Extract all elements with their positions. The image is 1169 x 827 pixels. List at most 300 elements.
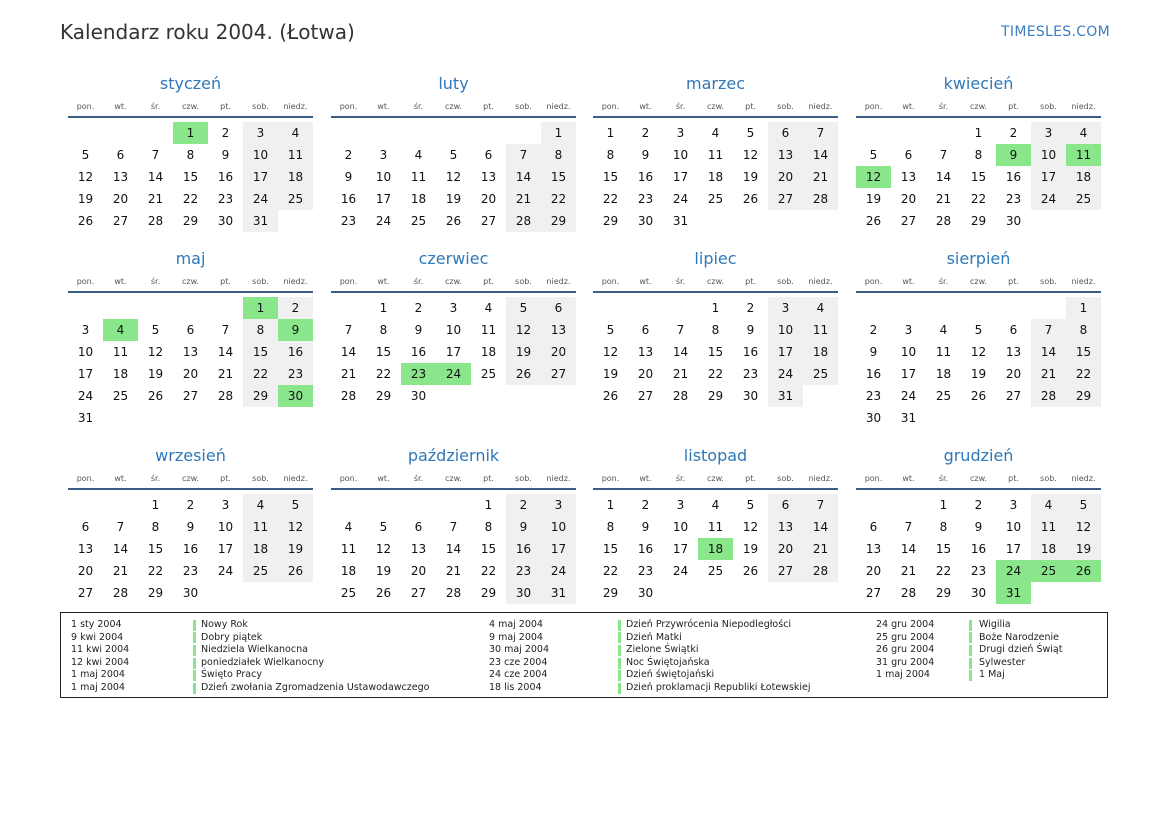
day-cell: 23 [506, 560, 541, 582]
weekday-label: czw. [707, 277, 724, 286]
day-cell: 13 [410, 542, 427, 556]
weekday-header [68, 99, 313, 115]
month-divider [68, 291, 313, 293]
day-grid [331, 494, 576, 604]
day-cell: 27 [865, 586, 882, 600]
day-cell: 27 [112, 214, 129, 228]
day-cell: 6 [1009, 323, 1018, 337]
day-cell: 22 [970, 192, 987, 206]
weekday-label: czw. [182, 102, 199, 111]
day-cell: 2 [221, 126, 230, 140]
weekday-label: wt. [639, 474, 652, 483]
day-cell: 17 [1005, 542, 1022, 556]
day-cell: 20 [900, 192, 917, 206]
holiday-marker [969, 658, 972, 669]
day-cell: 13 [1005, 345, 1022, 359]
holiday-date: 24 gru 2004 [876, 619, 935, 630]
month-name: wrzesień [155, 446, 226, 465]
day-cell: 8 [1066, 319, 1101, 341]
day-cell: 11 [278, 144, 313, 166]
day-cell: 6 [484, 148, 493, 162]
empty-day-cell [331, 494, 366, 516]
day-cell: 24 [77, 389, 94, 403]
month-divider [856, 488, 1101, 490]
holiday-day-cell: 9 [278, 319, 313, 341]
weekday-header [856, 274, 1101, 290]
weekday-label: pon. [864, 277, 883, 286]
weekday-header [593, 99, 838, 115]
weekday-label: czw. [707, 102, 724, 111]
day-cell: 22 [147, 564, 164, 578]
day-cell: 18 [480, 345, 497, 359]
day-cell: 17 [541, 538, 576, 560]
day-cell: 31 [541, 582, 576, 604]
day-grid [331, 297, 576, 407]
day-cell: 19 [445, 192, 462, 206]
day-cell: 23 [742, 367, 759, 381]
month-block [856, 74, 1101, 232]
day-cell: 27 [541, 363, 576, 385]
weekday-label: śr. [150, 102, 161, 111]
day-cell: 2 [1009, 126, 1018, 140]
weekday-label: sob. [515, 102, 532, 111]
weekday-label: wt. [902, 102, 915, 111]
weekday-label: pon. [339, 102, 358, 111]
day-cell: 2 [641, 126, 650, 140]
day-cell: 22 [1066, 363, 1101, 385]
day-cell: 28 [340, 389, 357, 403]
day-cell: 13 [768, 516, 803, 538]
day-cell: 11 [935, 345, 952, 359]
day-cell: 29 [541, 210, 576, 232]
day-cell: 18 [803, 341, 838, 363]
day-cell: 20 [637, 367, 654, 381]
month-divider [68, 488, 313, 490]
holiday-marker [969, 645, 972, 656]
day-cell: 12 [970, 345, 987, 359]
day-cell: 19 [147, 367, 164, 381]
holiday-name: Noc Świętojańska [626, 656, 710, 668]
day-cell: 8 [606, 148, 615, 162]
day-cell: 25 [1066, 188, 1101, 210]
weekday-label: pt. [220, 102, 231, 111]
day-cell: 13 [900, 170, 917, 184]
day-cell: 7 [221, 323, 230, 337]
day-cell: 17 [768, 341, 803, 363]
month-name: czerwiec [418, 249, 489, 268]
empty-day-cell [436, 494, 471, 516]
day-cell: 15 [243, 341, 278, 363]
brand-link[interactable]: TIMESLES.COM [1001, 24, 1110, 40]
weekday-label: sob. [252, 102, 269, 111]
month-name: kwiecień [943, 74, 1014, 93]
holiday-day-cell: 30 [278, 385, 313, 407]
day-cell: 20 [865, 564, 882, 578]
day-cell: 27 [182, 389, 199, 403]
holiday-date: 31 gru 2004 [876, 656, 935, 668]
day-cell: 19 [375, 564, 392, 578]
day-cell: 29 [480, 586, 497, 600]
holiday-name: Dobry piątek [201, 631, 263, 643]
day-cell: 15 [602, 170, 619, 184]
day-cell: 11 [707, 520, 724, 534]
day-cell: 2 [506, 494, 541, 516]
day-cell: 25 [480, 367, 497, 381]
day-cell: 21 [340, 367, 357, 381]
weekday-label: pt. [220, 277, 231, 286]
day-cell: 6 [904, 148, 913, 162]
day-cell: 8 [151, 520, 160, 534]
day-cell: 21 [1031, 363, 1066, 385]
day-cell: 25 [707, 192, 724, 206]
day-cell: 14 [147, 170, 164, 184]
day-cell: 7 [939, 148, 948, 162]
day-cell: 13 [865, 542, 882, 556]
weekday-header [68, 274, 313, 290]
weekday-label: pon. [76, 102, 95, 111]
day-cell: 30 [410, 389, 427, 403]
month-block [856, 249, 1101, 429]
day-cell: 14 [506, 166, 541, 188]
empty-day-cell [891, 122, 926, 144]
holiday-marker [618, 670, 621, 681]
day-cell: 7 [904, 520, 913, 534]
weekday-label: pon. [76, 277, 95, 286]
weekday-label: sob. [777, 277, 794, 286]
day-cell: 9 [506, 516, 541, 538]
day-cell: 30 [217, 214, 234, 228]
day-cell: 12 [445, 170, 462, 184]
empty-day-cell [506, 122, 541, 144]
day-cell: 8 [974, 148, 983, 162]
day-cell: 13 [637, 345, 654, 359]
holiday-day-cell: 26 [1066, 560, 1101, 582]
day-cell: 4 [243, 494, 278, 516]
holiday-legend [60, 612, 1108, 698]
day-cell: 14 [803, 144, 838, 166]
weekday-header [331, 274, 576, 290]
weekday-label: pt. [745, 474, 756, 483]
day-cell: 23 [217, 192, 234, 206]
day-cell: 23 [865, 389, 882, 403]
empty-day-cell [103, 494, 138, 516]
day-cell: 3 [768, 297, 803, 319]
day-cell: 27 [768, 188, 803, 210]
day-cell: 4 [803, 297, 838, 319]
month-name: styczeń [159, 74, 222, 93]
day-cell: 6 [414, 520, 423, 534]
month-block [856, 446, 1101, 604]
day-cell: 6 [768, 494, 803, 516]
day-cell: 28 [900, 586, 917, 600]
day-cell: 26 [742, 192, 759, 206]
holiday-name: Nowy Rok [201, 619, 248, 630]
day-cell: 30 [742, 389, 759, 403]
weekday-label: sob. [1040, 102, 1057, 111]
day-cell: 8 [243, 319, 278, 341]
weekday-label: śr. [413, 102, 424, 111]
holiday-marker [618, 645, 621, 656]
day-cell: 2 [974, 498, 983, 512]
weekday-label: pt. [483, 102, 494, 111]
day-cell: 4 [484, 301, 493, 315]
day-cell: 10 [672, 148, 689, 162]
day-cell: 10 [672, 520, 689, 534]
weekday-label: śr. [938, 102, 949, 111]
day-cell: 18 [112, 367, 129, 381]
holiday-date: 23 cze 2004 [489, 656, 548, 668]
empty-day-cell [856, 297, 891, 319]
empty-day-cell [1031, 297, 1066, 319]
day-cell: 20 [77, 564, 94, 578]
holiday-day-cell: 31 [996, 582, 1031, 604]
weekday-label: pon. [864, 474, 883, 483]
day-cell: 3 [1031, 122, 1066, 144]
day-cell: 8 [379, 323, 388, 337]
month-block [68, 446, 313, 604]
holiday-name: 1 Maj [979, 669, 1005, 681]
day-cell: 18 [707, 170, 724, 184]
weekday-label: śr. [675, 102, 686, 111]
day-cell: 1 [711, 301, 720, 315]
holiday-name: Zielone Świątki [626, 644, 699, 656]
day-cell: 13 [768, 144, 803, 166]
holiday-marker [193, 645, 196, 656]
day-cell: 20 [541, 341, 576, 363]
day-cell: 14 [112, 542, 129, 556]
day-cell: 22 [541, 188, 576, 210]
month-name: sierpień [946, 249, 1011, 268]
day-cell: 30 [637, 214, 654, 228]
day-cell: 16 [1005, 170, 1022, 184]
day-cell: 5 [449, 148, 458, 162]
day-cell: 11 [1031, 516, 1066, 538]
day-cell: 28 [217, 389, 234, 403]
day-cell: 20 [112, 192, 129, 206]
day-cell: 31 [900, 411, 917, 425]
day-cell: 29 [602, 586, 619, 600]
day-cell: 31 [243, 210, 278, 232]
day-cell: 26 [742, 564, 759, 578]
day-cell: 21 [935, 192, 952, 206]
weekday-label: czw. [970, 277, 987, 286]
day-cell: 28 [147, 214, 164, 228]
weekday-label: czw. [445, 277, 462, 286]
holiday-marker [969, 670, 972, 681]
weekday-header [68, 471, 313, 487]
day-cell: 26 [278, 560, 313, 582]
holiday-date: 25 gru 2004 [876, 631, 935, 643]
day-cell: 10 [243, 144, 278, 166]
weekday-header [331, 99, 576, 115]
day-cell: 7 [449, 520, 458, 534]
weekday-label: czw. [182, 474, 199, 483]
empty-day-cell [926, 297, 961, 319]
day-cell: 14 [803, 516, 838, 538]
empty-day-cell [856, 494, 891, 516]
day-cell: 17 [672, 170, 689, 184]
day-cell: 6 [641, 323, 650, 337]
weekday-label: sob. [1040, 277, 1057, 286]
weekday-header [856, 99, 1101, 115]
holiday-date: 4 maj 2004 [489, 619, 543, 630]
day-cell: 12 [77, 170, 94, 184]
day-cell: 12 [742, 148, 759, 162]
day-cell: 30 [1005, 214, 1022, 228]
day-cell: 1 [151, 498, 160, 512]
empty-day-cell [593, 297, 628, 319]
day-cell: 6 [869, 520, 878, 534]
day-cell: 3 [243, 122, 278, 144]
day-cell: 27 [480, 214, 497, 228]
day-cell: 9 [869, 345, 878, 359]
weekday-label: śr. [150, 277, 161, 286]
day-cell: 11 [803, 319, 838, 341]
holiday-date: 26 gru 2004 [876, 644, 935, 656]
day-cell: 16 [410, 345, 427, 359]
weekday-label: wt. [114, 102, 127, 111]
day-cell: 12 [742, 520, 759, 534]
day-cell: 29 [970, 214, 987, 228]
day-grid [856, 494, 1101, 604]
page-title: Kalendarz roku 2004. (Łotwa) [60, 20, 355, 44]
day-cell: 1 [379, 301, 388, 315]
day-grid [68, 494, 313, 604]
day-cell: 9 [414, 323, 423, 337]
weekday-label: sob. [777, 102, 794, 111]
day-cell: 5 [746, 498, 755, 512]
day-cell: 29 [1066, 385, 1101, 407]
month-name: listopad [683, 446, 748, 465]
day-cell: 6 [768, 122, 803, 144]
empty-day-cell [208, 297, 243, 319]
weekday-label: niedz. [808, 102, 833, 111]
day-cell: 20 [182, 367, 199, 381]
holiday-date: 1 maj 2004 [71, 669, 125, 681]
weekday-label: pt. [745, 277, 756, 286]
weekday-label: niedz. [1071, 474, 1096, 483]
day-cell: 17 [375, 192, 392, 206]
day-cell: 14 [445, 542, 462, 556]
day-cell: 23 [340, 214, 357, 228]
day-cell: 15 [375, 345, 392, 359]
day-cell: 29 [243, 385, 278, 407]
weekday-label: wt. [114, 277, 127, 286]
empty-day-cell [366, 494, 401, 516]
month-divider [68, 116, 313, 118]
day-cell: 14 [217, 345, 234, 359]
day-cell: 13 [77, 542, 94, 556]
day-cell: 19 [506, 341, 541, 363]
day-grid [593, 122, 838, 232]
holiday-name: Dzień zwołania Zgromadzenia Ustawodawczego [201, 681, 430, 693]
day-cell: 28 [445, 586, 462, 600]
day-cell: 29 [602, 214, 619, 228]
day-cell: 14 [900, 542, 917, 556]
weekday-label: czw. [970, 102, 987, 111]
weekday-label: śr. [413, 277, 424, 286]
holiday-date: 1 sty 2004 [71, 619, 122, 630]
day-cell: 17 [243, 166, 278, 188]
day-cell: 25 [803, 363, 838, 385]
holiday-date: 1 maj 2004 [876, 669, 930, 681]
day-cell: 20 [768, 538, 803, 560]
day-cell: 20 [1005, 367, 1022, 381]
weekday-label: sob. [515, 277, 532, 286]
day-cell: 8 [484, 520, 493, 534]
month-block [68, 74, 313, 232]
day-cell: 26 [147, 389, 164, 403]
empty-day-cell [68, 297, 103, 319]
holiday-date: 11 kwi 2004 [71, 644, 130, 656]
day-cell: 1 [939, 498, 948, 512]
weekday-header [856, 471, 1101, 487]
day-cell: 7 [676, 323, 685, 337]
day-cell: 3 [449, 301, 458, 315]
day-cell: 21 [803, 166, 838, 188]
day-cell: 19 [742, 170, 759, 184]
day-cell: 10 [77, 345, 94, 359]
day-cell: 9 [221, 148, 230, 162]
day-cell: 21 [900, 564, 917, 578]
day-cell: 28 [803, 560, 838, 582]
day-cell: 9 [186, 520, 195, 534]
day-cell: 1 [1066, 297, 1101, 319]
day-cell: 7 [151, 148, 160, 162]
holiday-date: 24 cze 2004 [489, 669, 548, 681]
day-cell: 14 [340, 345, 357, 359]
month-name: marzec [685, 74, 745, 93]
day-cell: 18 [1031, 538, 1066, 560]
day-cell: 28 [506, 210, 541, 232]
month-name: maj [175, 249, 206, 268]
day-cell: 25 [707, 564, 724, 578]
day-cell: 29 [147, 586, 164, 600]
day-cell: 30 [182, 586, 199, 600]
weekday-label: niedz. [808, 277, 833, 286]
day-cell: 3 [1009, 498, 1018, 512]
holiday-marker [969, 620, 972, 631]
empty-day-cell [996, 297, 1031, 319]
day-cell: 29 [182, 214, 199, 228]
day-cell: 3 [676, 498, 685, 512]
day-cell: 9 [746, 323, 755, 337]
holiday-date: 30 maj 2004 [489, 644, 550, 656]
weekday-label: niedz. [283, 474, 308, 483]
day-cell: 12 [375, 542, 392, 556]
day-cell: 3 [904, 323, 913, 337]
day-cell: 15 [541, 166, 576, 188]
day-cell: 20 [480, 192, 497, 206]
day-grid [856, 122, 1101, 232]
weekday-label: wt. [377, 102, 390, 111]
day-cell: 29 [375, 389, 392, 403]
day-cell: 17 [217, 542, 234, 556]
weekday-label: pt. [220, 474, 231, 483]
day-cell: 21 [506, 188, 541, 210]
weekday-label: niedz. [1071, 277, 1096, 286]
day-cell: 18 [278, 166, 313, 188]
day-cell: 31 [768, 385, 803, 407]
day-cell: 18 [935, 367, 952, 381]
holiday-marker [618, 683, 621, 694]
empty-day-cell [173, 297, 208, 319]
day-cell: 21 [217, 367, 234, 381]
day-cell: 9 [344, 170, 353, 184]
day-cell: 25 [112, 389, 129, 403]
empty-day-cell [68, 122, 103, 144]
holiday-marker [193, 620, 196, 631]
